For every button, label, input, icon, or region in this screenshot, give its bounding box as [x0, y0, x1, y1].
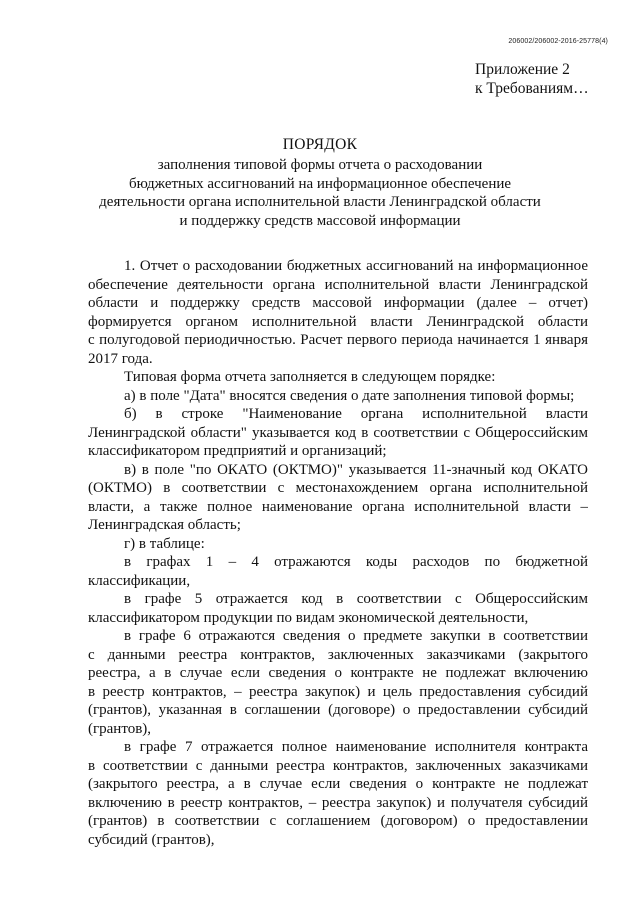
body-line: формируется органом исполнительной власти Ленинградской области [88, 313, 588, 330]
body-line: классификации, [88, 572, 191, 589]
body-line: (грантов) в соответствии с соглашением (договором) о предоставлении [88, 813, 588, 829]
body-line: субсидий (грантов), [88, 831, 215, 848]
body-line: включению в реестр контрактов, – реестра закупок) и получателя субсидий [88, 794, 588, 811]
body-line: б) в строке "Наименование органа исполнительной власти [124, 406, 588, 422]
body-text [88, 257, 588, 849]
body-line: 2017 года. [88, 350, 153, 367]
body-line: (закрытого реестра, а в случае если сведения о контракте не подлежат [88, 776, 588, 792]
body-line: власти, а также полное наименование органа исполнительной власти – [88, 498, 588, 515]
body-line: классификатором продукции по видам экономической деятельности, [88, 609, 529, 626]
title-block [0, 136, 640, 230]
body-line: в графе 5 отражается код в соответствии с Общероссийским [124, 591, 588, 607]
subtitle-line: деятельности органа исполнительной власти Ленинградской области [99, 194, 541, 210]
appendix-line: к Требованиям… [475, 80, 589, 97]
body-line: г) в таблице: [124, 535, 205, 552]
body-line: реестра, а в случае если сведения о контракте не подлежат включению [88, 665, 588, 681]
appendix-note [475, 60, 589, 98]
page-title: ПОРЯДОК [282, 136, 358, 153]
body-line: Ленинградская область; [88, 517, 241, 533]
body-line: классификатором предприятий и организаций; [88, 443, 387, 459]
body-line: в графах 1 – 4 отражаются коды расходов по бюджетной [124, 554, 588, 570]
body-line: (грантов), [88, 720, 152, 737]
body-line: Типовая форма отчета заполняется в следующем порядке: [124, 369, 496, 385]
body-line: 1. Отчет о расходовании бюджетных ассигнований на информационное [124, 258, 588, 274]
body-line: (ОКТМО) в соответствии с местонахождением органа исполнительной [88, 480, 588, 496]
body-line: в соответствии с данными реестра контрактов, заключенных заказчиками [88, 757, 588, 774]
subtitle-line: бюджетных ассигнований на информационное обеспечение [128, 175, 512, 192]
subtitle-line: и поддержку средств массовой информации [179, 212, 461, 229]
body-line: а) в поле "Дата" вносятся сведения о дате заполнения типовой формы; [124, 387, 575, 404]
body-line: в реестр контрактов, – реестра закупок) и цель предоставления субсидий [88, 683, 588, 700]
body-line: области и поддержку средств массовой информации (далее – отчет) [88, 295, 588, 311]
body-line: обеспечение деятельности органа исполнительной власти Ленинградской [88, 276, 588, 293]
body-line: Ленинградской области" указывается код в соответствии с Общероссийским [88, 424, 588, 441]
document-id: 206002/206002-2016-25778(4) [508, 38, 608, 45]
body-line: (грантов), указанная в соглашении (договоре) о предоставлении субсидий [88, 702, 588, 718]
subtitle-line: заполнения типовой формы отчета о расходовании [157, 157, 483, 173]
body-line: в графе 7 отражается полное наименование исполнителя контракта [124, 739, 588, 755]
appendix-line: Приложение 2 [475, 61, 570, 78]
body-line: в графе 6 отражаются сведения о предмете закупки в соответствии [124, 628, 588, 644]
body-line: с полугодовой периодичностью. Расчет первого периода начинается 1 января [88, 332, 588, 348]
body-line: с данными реестра контрактов, заключенных заказчиками (закрытого [88, 646, 588, 663]
body-line: в) в поле "по ОКАТО (ОКТМО)" указывается 11-значный код ОКАТО [124, 461, 588, 478]
